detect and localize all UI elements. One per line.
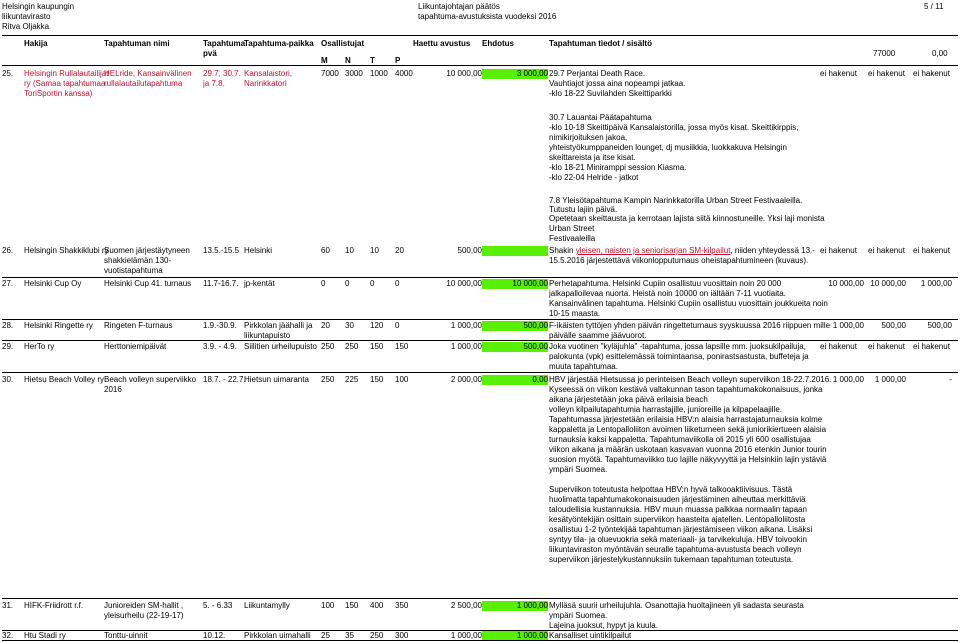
row25-nimi-2: rullalautailutapahtuma (104, 79, 183, 88)
row30-tiedot-5: Tapahtumassa järjestetään erilaisia HBV:n alaisia harrastajaturnauksia kolme (549, 415, 823, 424)
row31-nimi-2: yleisurheilu (22-19-17) (104, 611, 184, 620)
row26-pva: 13.5.-15.5 (203, 246, 240, 255)
row25-tiedot-13: Opetetaan skeittausta ja kerrotaan lajista siitä kiinnostuneille. Yksi laji monista (549, 214, 825, 223)
row25-e1: ei hakenut (820, 69, 857, 78)
row30-tiedot-11: Superviikon toteutusta helpottaa HBV:n hyvä talkooaktiivisuus. Tästä (549, 485, 793, 494)
row-separator (2, 598, 958, 599)
col-t: T (370, 56, 375, 65)
row29-e1: ei hakenut (820, 342, 857, 351)
row26-ehdotus (482, 246, 548, 256)
row32-n: 35 (345, 631, 354, 640)
row-separator (2, 340, 958, 341)
row27-e1: 10 000,00 (828, 279, 864, 288)
row29-ehdotus: 500,00 (482, 342, 548, 352)
row25-num: 25. (2, 69, 14, 78)
row26-e1: ei hakenut (820, 246, 857, 255)
row28-nimi: Ringeten F-turnaus (104, 321, 173, 330)
row30-tiedot-6: kappaletta ja Lentopalloliiton avoimen liiketurneen sekä juniorikiertueen alaisia (549, 425, 827, 434)
row25-tiedot-14: Urban Street (549, 224, 595, 233)
row30-e3: - (949, 375, 952, 384)
row30-tiedot-2: Kyseessä on viikon kestävä valtakunnan tason tapahtumakokonaisuus, jonka (549, 385, 823, 394)
row-separator (2, 372, 958, 373)
row25-tiedot-5: -klo 10-18 Skeittipäivä Kansalaistorilla, jossa myös kisat. Skeittikirppis, (549, 123, 799, 132)
row31-tiedot-3: Lajeina juoksut, hypyt ja kuula. (549, 621, 658, 630)
row28-t: 120 (370, 321, 384, 330)
row31-tiedot-2: ympäri Suomea. (549, 611, 608, 620)
row31-hakija: HIFK-Friidrott r.f. (24, 601, 84, 610)
row25-p: 4000 (395, 69, 413, 78)
header-rule-top (2, 35, 958, 36)
row25-hakija-3: ToriSportin kanssa) (24, 89, 93, 98)
row30-pva: 18.7. - 22.7. (203, 375, 246, 384)
row25-tiedot-8: skeittareista ja itse kisat. (549, 153, 636, 162)
row25-n: 3000 (345, 69, 363, 78)
col-hakija: Hakija (24, 39, 48, 48)
row30-nimi-1: Beach volleyn superviikko (104, 375, 197, 384)
row26-tiedot-pre: Shakin (549, 246, 576, 255)
row29-paikka: Siilitien urheilupuisto (244, 342, 317, 351)
row26-nimi-2: shakkielämän 130- (104, 256, 172, 265)
row30-tiedot-1: HBV järjestää Hietsussa jo perinteisen Beach volleyn superviikon 18-22.7.2016. (549, 375, 832, 384)
row32-t: 250 (370, 631, 384, 640)
row30-num: 30. (2, 375, 14, 384)
row29-n: 250 (345, 342, 359, 351)
row30-m: 250 (321, 375, 335, 384)
row30-tiedot-10: ympäri Suomea. (549, 465, 608, 474)
row25-hakija-1: Helsingin Rullalautailijat (24, 69, 109, 78)
row30-tiedot-12: huolimatta tapahtumakokonaisuuden järjestäminen aiheuttaa merkittäviä (549, 495, 806, 504)
row27-pva: 11.7-16.7. (203, 279, 239, 288)
row25-tiedot-2: Vauhtiajot jossa aina nopeampi jatkaa. (549, 79, 686, 88)
col-pva-2: pvä (203, 49, 217, 58)
row28-pva: 1.9.-30.9. (203, 321, 237, 330)
row26-n: 10 (345, 246, 354, 255)
row29-num: 29. (2, 342, 14, 351)
row29-haettu: 1 000,00 (450, 342, 482, 351)
row25-haettu: 10 000,00 (446, 69, 482, 78)
row28-num: 28. (2, 321, 14, 330)
list-title: tapahtuma-avustuksista vuodeksi 2016 (418, 12, 557, 21)
row29-t: 150 (370, 342, 384, 351)
row28-paikka-2: liikuntapuisto (244, 331, 291, 340)
row30-tiedot-14: kesätyöntekijän osittain superviikon haasteita ajatellen. Lentopalloliitosta (549, 515, 806, 524)
row32-tiedot: Kansalliset uintikilpailut (549, 631, 632, 640)
row30-nimi-2: 2016 (104, 385, 122, 394)
row30-e1: 1 000,00 (832, 375, 864, 384)
row27-nimi: Helsinki Cup 41. turnaus (104, 279, 192, 288)
row25-m: 7000 (321, 69, 339, 78)
row27-num: 27. (2, 279, 14, 288)
row31-num: 31. (2, 601, 14, 610)
row29-pva: 3.9. - 4.9. (203, 342, 237, 351)
row26-paikka: Helsinki (244, 246, 273, 255)
row30-tiedot-9: suosion myötä. Tapahtumaviikko tuo lajille näkyvyyttä ja Helsinkiin lajin ystäviä (549, 455, 827, 464)
row25-e2: ei hakenut (868, 69, 905, 78)
row27-e2: 10 000,00 (870, 279, 906, 288)
row31-nimi-1: Junioreiden SM-hallit , (104, 601, 184, 610)
row32-pva: 10.12. (203, 631, 226, 640)
row25-hakija-2: ry (Samaa tapahtumaa (24, 79, 106, 88)
col-haettu: Haettu avustus (413, 39, 471, 48)
row28-n: 30 (345, 321, 354, 330)
row26-tiedot-1 (549, 246, 815, 256)
row30-tiedot-15: osallistuu 1-2 työntekijää tapahtuman järjestämiseen viikon aikana. Lisäksi (549, 525, 813, 534)
row26-p: 20 (395, 246, 404, 255)
col-tiedot: Tapahtuman tiedot / sisältö (549, 39, 652, 48)
col-nimi: Tapahtuman nimi (104, 39, 170, 48)
row30-tiedot-4: volleyn kilpailutapahtumia harrastajille, junioreille ja kilpapelaajille. (549, 405, 783, 414)
row25-tiedot-9: -klo 18-21 Miniramppi session Kiasma. (549, 163, 687, 172)
row29-hakija: HerTo ry (24, 342, 55, 351)
decision-title: Liikuntajohtajan päätös (418, 2, 500, 11)
row26-tiedot-post: , niiden yhteydessä 13.- (730, 246, 815, 255)
col-n: N (345, 56, 351, 65)
table-bottom-rule (2, 640, 958, 641)
row25-pva-1: 29.7, 30.7. (203, 69, 241, 78)
row27-tiedot-3: Kansainvälinen tapahtuma. Helsinki Cupiin osallistuu vuosittain joukkueita noin (549, 299, 828, 308)
row25-nimi-1: HELride, Kansainvälinen (104, 69, 192, 78)
row25-tiedot-1: 29.7 Perjantai Death Race. (549, 69, 646, 78)
row30-ehdotus: 0,00 (482, 375, 548, 385)
row31-paikka: Liikuntamylly (244, 601, 290, 610)
row32-nimi: Tonttu-uinnit (104, 631, 148, 640)
row28-tiedot-2: päivälle saamme jäävuorot. (549, 331, 647, 340)
row25-tiedot-6: nimikirjoituksen jakoa, (549, 133, 628, 142)
row27-tiedot-1: Perhetapahtuma. Helsinki Cupiin osallistuu vuosittain noin 20 000 (549, 279, 782, 288)
row30-tiedot-17: liikuntaviraston myöntävän seuralle tapahtuma-avustusta beach volleyn (549, 545, 802, 554)
row25-paikka-1: Kansalaistori, (244, 69, 293, 78)
row26-m: 60 (321, 246, 330, 255)
row30-tiedot-3: aikana järjestetään joka päivä erilaisia beach (549, 395, 708, 404)
page-number: 5 / 11 (924, 2, 944, 11)
row25-tiedot-12: Tutustu lajiin päivä. (549, 205, 618, 214)
row32-p: 300 (395, 631, 409, 640)
row32-num: 32. (2, 631, 14, 640)
row30-n: 225 (345, 375, 359, 384)
row28-paikka-1: Pirkkolan jäähalli ja (244, 321, 313, 330)
row26-e2: ei hakenut (868, 246, 905, 255)
row31-n: 150 (345, 601, 359, 610)
row26-haettu: 500,00 (457, 246, 482, 255)
row30-tiedot-16: syntyy tila- ja oluevuokria sekä materiaali- ja tarvikekuluja. HBV toivookin (549, 535, 807, 544)
row28-haettu: 1 000,00 (450, 321, 482, 330)
row25-tiedot-11: 7.8 Yleisötapahtuma Kampin Narinkkatorilla Urban Street Festivaaleilla. (549, 196, 803, 205)
row30-tiedot-18: superviikon järjestelykustannuksiin tukemaan tapahtuman toteutusta. (549, 555, 794, 564)
row25-tiedot-7: yhteistyökumppaneiden lounget, dj musiikkia, luokkakuva Helsingin (549, 143, 787, 152)
row27-tiedot-4: 10-15 maasta. (549, 309, 601, 318)
row26-t: 10 (370, 246, 379, 255)
col-paikka: Tapahtuma-paikka (244, 39, 314, 48)
row30-hakija: Hietsu Beach Volley ry (24, 375, 105, 384)
row27-t: 0 (370, 279, 375, 288)
row26-tiedot-link: yleisen, naisten ja seniorisarjan SM-kilpailut (575, 246, 731, 255)
row30-paikka: Hietsun uimaranta (244, 375, 309, 384)
row26-nimi-3: vuotistapahtuma (104, 266, 163, 275)
row25-tiedot-15: Festivaaleilla (549, 234, 596, 243)
office-name: liikuntavirasto (2, 12, 51, 21)
row26-hakija: Helsingin Shakkiklubi ry (24, 246, 109, 255)
row31-m: 100 (321, 601, 335, 610)
row30-t: 150 (370, 375, 384, 384)
row32-ehdotus: 1 000,00 (482, 631, 548, 641)
row30-tiedot-7: turnauksia kaksi kappaletta. Tapahtumaviikolla oli 2015 yli 600 osallistujaa (549, 435, 811, 444)
row30-p: 100 (395, 375, 409, 384)
row29-p: 150 (395, 342, 409, 351)
row29-e3: ei hakenut (913, 342, 950, 351)
person-name: Ritva Oljakka (2, 22, 50, 31)
header-rule-bottom (2, 65, 958, 66)
col-osallistujat: Osallistujat (321, 39, 365, 48)
row32-m: 25 (321, 631, 330, 640)
row25-tiedot-4: 30.7 Lauantai Päätapahtuma (549, 113, 652, 122)
row31-t: 400 (370, 601, 384, 610)
row27-tiedot-2: jalkapalloilevaa nuorta. Heistä noin 10000 on iältään 7-11 vuotiaita. (549, 289, 786, 298)
row30-tiedot-13: taloudellisia kustannuksia. HBV muun muassa palkkaa normaalin tapaan (549, 505, 807, 514)
row25-pva-2: ja 7.8. (203, 79, 225, 88)
sum-value: 77000 (873, 49, 896, 58)
row27-m: 0 (321, 279, 326, 288)
row-separator (2, 319, 958, 320)
col-m: M (321, 56, 328, 65)
row29-tiedot-1: Joka vuotinen "kyläjuhla" -tapahtuma, jossa lapsille mm. juoksukilpailuja, (549, 342, 806, 351)
row32-paikka: Pirkkolan uimahalli (244, 631, 311, 640)
row31-ehdotus: 1 000,00 (482, 601, 548, 611)
row25-ehdotus: 3 000,00 (482, 69, 548, 79)
row28-hakija: Helsinki Ringette ry (24, 321, 93, 330)
row29-tiedot-3: muuta tapahtumaa. (549, 362, 618, 371)
row28-p: 0 (395, 321, 400, 330)
row27-hakija: Helsinki Cup Oy (24, 279, 82, 288)
row26-nimi-1: Suomen järjestäytyneen (104, 246, 190, 255)
sum-zero: 0,00 (932, 49, 948, 58)
row27-ehdotus: 10 000,00 (482, 279, 548, 289)
row28-m: 20 (321, 321, 330, 330)
row28-e1: 1 000,00 (832, 321, 864, 330)
row29-nimi: Herttoniemipäivät (104, 342, 167, 351)
col-pva: Tapahtuma (203, 39, 246, 48)
row26-e3: ei hakenut (913, 246, 950, 255)
row29-m: 250 (321, 342, 335, 351)
col-p: P (395, 56, 401, 65)
row32-haettu: 1 000,00 (450, 631, 482, 640)
row28-ehdotus: 500,00 (482, 321, 548, 331)
row25-t: 1000 (370, 69, 388, 78)
row28-tiedot-1: F-ikäisten tyttöjen yhden päivän ringetteturnaus syyskuussa 2016 riippuen mille (549, 321, 831, 330)
row25-paikka-2: Narinkkatori (244, 79, 287, 88)
row31-tiedot-1: Mylläsä suurii urheilujuhla. Osanottajia huoltajineen yli sadasta seurasta (549, 601, 804, 610)
row27-n: 0 (345, 279, 350, 288)
row29-tiedot-2: palokunta (vpk) esittelemässä toimintaansa, ponirastsastusta, buffeteja ja (549, 352, 809, 361)
row31-pva: 5. - 6.33 (203, 601, 233, 610)
row28-e2: 500,00 (881, 321, 906, 330)
row26-tiedot-2: 15.5.2016 järjestettävä viikonlopputurnaus oheistapahtumineen (kuvaus). (549, 256, 809, 265)
row27-p: 0 (395, 279, 400, 288)
row26-num: 26. (2, 246, 14, 255)
row31-haettu: 2 500,00 (450, 601, 482, 610)
row31-p: 350 (395, 601, 409, 610)
row29-e2: ei hakenut (868, 342, 905, 351)
row27-haettu: 10 000,00 (446, 279, 482, 288)
row28-e3: 500,00 (927, 321, 952, 330)
row25-e3: ei hakenut (913, 69, 950, 78)
row25-tiedot-10: -klo 22-04 Helride - jatkot (549, 173, 639, 182)
row27-paikka: jp-kentät (244, 279, 275, 288)
row27-e3: 1 000,00 (920, 279, 952, 288)
row-separator (2, 277, 958, 278)
col-ehdotus: Ehdotus (482, 39, 514, 48)
row32-hakija: Htu Stadi ry (24, 631, 66, 640)
row25-tiedot-3: -klo 18-22 Suvilahden Skeittiparkki (549, 89, 672, 98)
row30-tiedot-8: viikon aikana ja määrän uskotaan kasvavan vuonna 2016 etenkin Junior tourin (549, 445, 827, 454)
org-name: Helsingin kaupungin (2, 2, 75, 11)
row30-e2: 1 000,00 (874, 375, 906, 384)
row30-haettu: 2 000,00 (450, 375, 482, 384)
